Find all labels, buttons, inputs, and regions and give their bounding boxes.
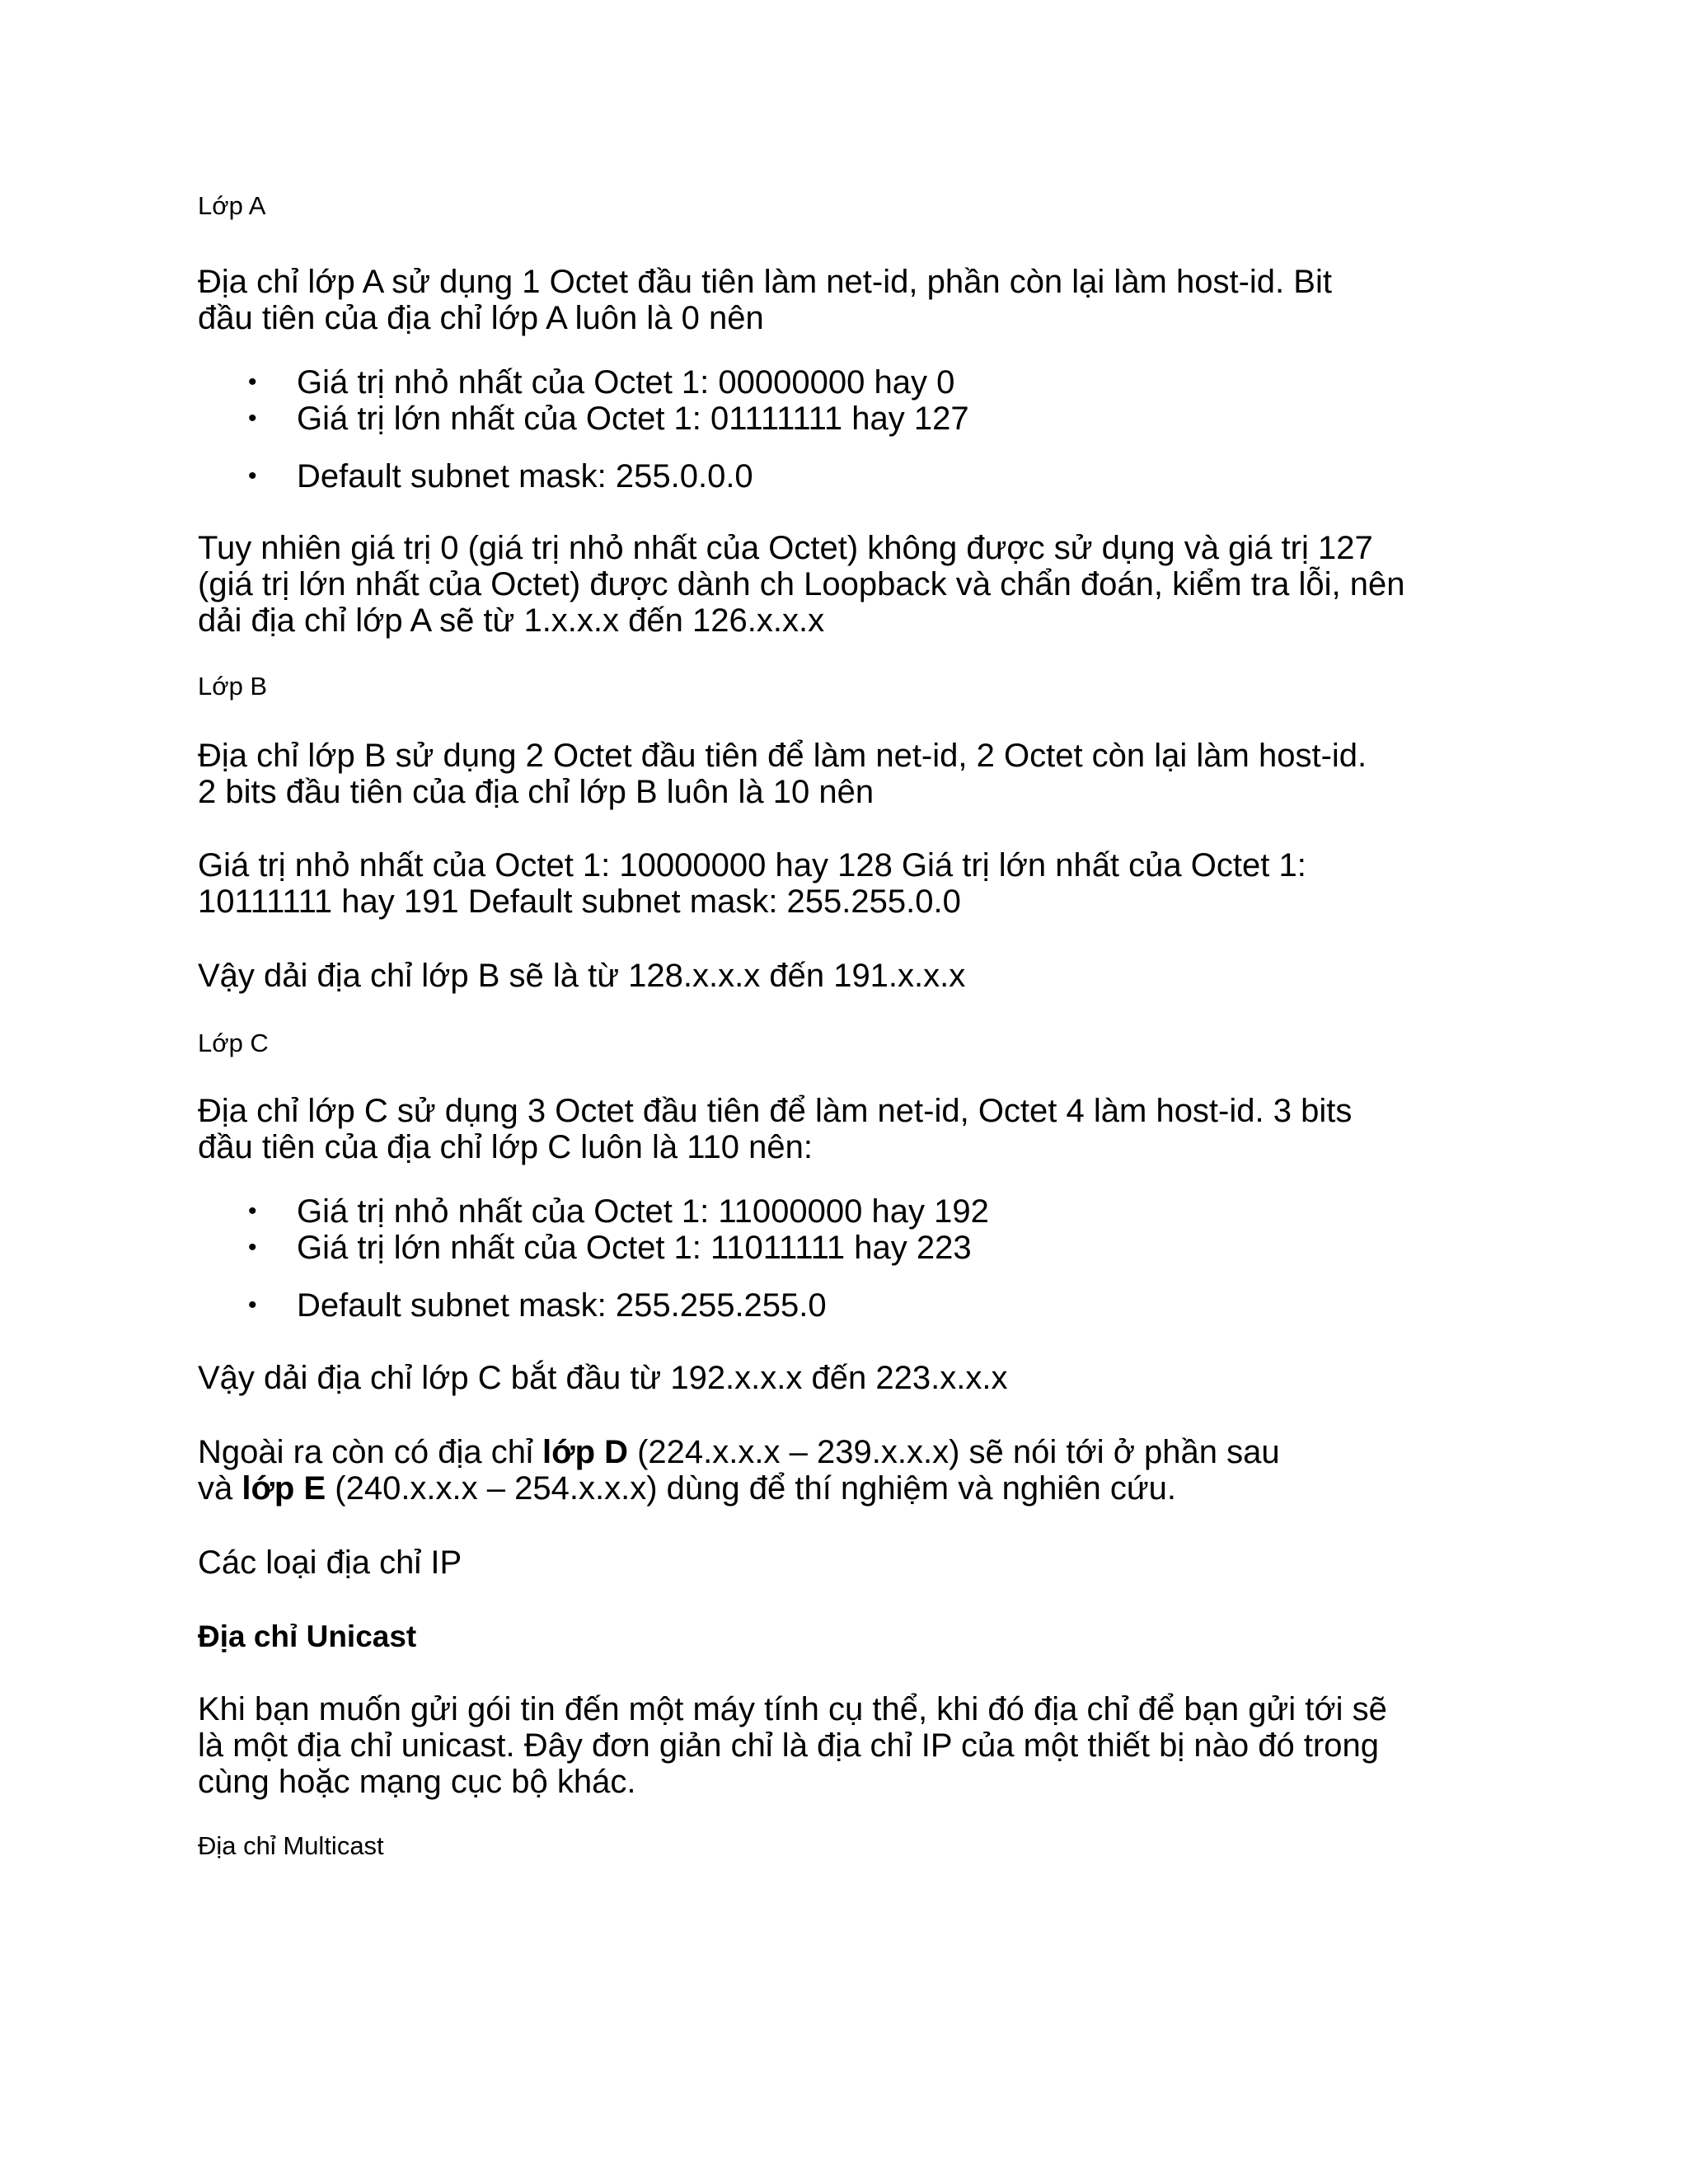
unicast-line-2: là một địa chỉ unicast. Đây đơn giản chỉ là địa chỉ IP của một thiết bị nào đó trong xyxy=(198,1727,1379,1764)
bullet-icon: • xyxy=(248,405,257,432)
class-a-bullet-max-text: Giá trị lớn nhất của Octet 1: 01111111 hay 127 xyxy=(297,401,969,437)
class-a-note-line-3: dải địa chỉ lớp A sẽ từ 1.x.x.x đến 126.x.x.x xyxy=(198,602,825,639)
class-a-note-line-2: (giá trị lớn nhất của Octet) được dành ch Loopback và chẩn đoán, kiểm tra lỗi, nên xyxy=(198,566,1405,602)
other-classes-line-2 xyxy=(198,1470,1500,1507)
class-b-values xyxy=(198,847,1500,920)
class-c-bullet-mask-text: Default subnet mask: 255.255.255.0 xyxy=(297,1287,827,1324)
class-c-bullet-max-text: Giá trị lớn nhất của Octet 1: 11011111 hay 223 xyxy=(297,1230,972,1266)
class-b-intro-line-2: 2 bits đầu tiên của địa chỉ lớp B luôn là 10 nên xyxy=(198,774,874,810)
unicast-line-3: cùng hoặc mạng cục bộ khác. xyxy=(198,1764,636,1800)
other-classes-line-1 xyxy=(198,1434,1500,1470)
document-page xyxy=(198,190,1500,1863)
class-c-bullet-mask xyxy=(198,1287,1500,1324)
class-a-note-line-1: Tuy nhiên giá trị 0 (giá trị nhỏ nhất của Octet) không được sử dụng và giá trị 127 xyxy=(198,530,1373,566)
class-c-bullet-min xyxy=(198,1193,1500,1230)
class-c-bullet-list xyxy=(198,1193,1500,1324)
class-a-note xyxy=(198,530,1500,639)
class-b-values-line-1: Giá trị nhỏ nhất của Octet 1: 10000000 hay 128 Giá trị lớn nhất của Octet 1: xyxy=(198,847,1306,883)
bullet-icon: • xyxy=(248,1291,257,1319)
class-a-intro-line-2: đầu tiên của địa chỉ lớp A luôn là 0 nên xyxy=(198,300,764,336)
class-b-range: Vậy dải địa chỉ lớp B sẽ là từ 128.x.x.x đến 191.x.x.x xyxy=(198,958,966,994)
other-classes-line-2-post: (240.x.x.x – 254.x.x.x) dùng để thí nghiệm và nghiên cứu. xyxy=(326,1470,1176,1507)
other-classes xyxy=(198,1434,1500,1507)
unicast-heading xyxy=(198,1619,1500,1655)
class-a-bullet-mask-text: Default subnet mask: 255.0.0.0 xyxy=(297,458,753,494)
class-c-heading: Lớp C xyxy=(198,1029,269,1057)
class-c-bullet-max xyxy=(198,1230,1500,1266)
class-d-label: lớp D xyxy=(542,1434,628,1470)
class-a-heading: Lớp A xyxy=(198,191,266,220)
class-c-range: Vậy dải địa chỉ lớp C bắt đầu từ 192.x.x.x đến 223.x.x.x xyxy=(198,1360,1008,1396)
bullet-icon: • xyxy=(248,462,257,490)
unicast-line-1: Khi bạn muốn gửi gói tin đến một máy tính cụ thể, khi đó địa chỉ để bạn gửi tới sẽ xyxy=(198,1691,1387,1727)
class-a-bullet-min xyxy=(198,364,1500,401)
class-b-intro xyxy=(198,738,1500,810)
class-c-intro xyxy=(198,1093,1500,1165)
unicast-heading-text: Địa chỉ Unicast xyxy=(198,1619,417,1653)
class-b-heading: Lớp B xyxy=(198,672,268,701)
class-b-values-line-2: 10111111 hay 191 Default subnet mask: 255.255.0.0 xyxy=(198,883,961,920)
bullet-icon: • xyxy=(248,1197,257,1225)
class-b-intro-line-1: Địa chỉ lớp B sử dụng 2 Octet đầu tiên để làm net-id, 2 Octet còn lại làm host-id. xyxy=(198,738,1367,774)
class-c-intro-line-2: đầu tiên của địa chỉ lớp C luôn là 110 nên: xyxy=(198,1129,813,1165)
class-e-label: lớp E xyxy=(241,1470,326,1507)
class-c-intro-line-1: Địa chỉ lớp C sử dụng 3 Octet đầu tiên để làm net-id, Octet 4 làm host-id. 3 bits xyxy=(198,1093,1353,1129)
other-classes-line-2-pre: và xyxy=(198,1470,242,1507)
class-c-bullet-min-text: Giá trị nhỏ nhất của Octet 1: 11000000 hay 192 xyxy=(297,1193,989,1230)
class-a-bullet-max xyxy=(198,401,1500,437)
bullet-icon: • xyxy=(248,368,257,396)
class-a-bullet-mask xyxy=(198,458,1500,494)
multicast-heading: Địa chỉ Multicast xyxy=(198,1831,384,1860)
ip-types-heading: Các loại địa chỉ IP xyxy=(198,1544,462,1581)
bullet-icon: • xyxy=(248,1234,257,1261)
class-a-bullet-min-text: Giá trị nhỏ nhất của Octet 1: 00000000 hay 0 xyxy=(297,364,955,401)
other-classes-line-1-post: (224.x.x.x – 239.x.x.x) sẽ nói tới ở phần sau xyxy=(628,1434,1280,1470)
class-a-bullet-list xyxy=(198,364,1500,494)
unicast-description xyxy=(198,1691,1500,1800)
other-classes-line-1-pre: Ngoài ra còn có địa chỉ xyxy=(198,1434,543,1470)
class-a-intro xyxy=(198,264,1500,336)
class-a-intro-line-1: Địa chỉ lớp A sử dụng 1 Octet đầu tiên làm net-id, phần còn lại làm host-id. Bit xyxy=(198,264,1332,300)
